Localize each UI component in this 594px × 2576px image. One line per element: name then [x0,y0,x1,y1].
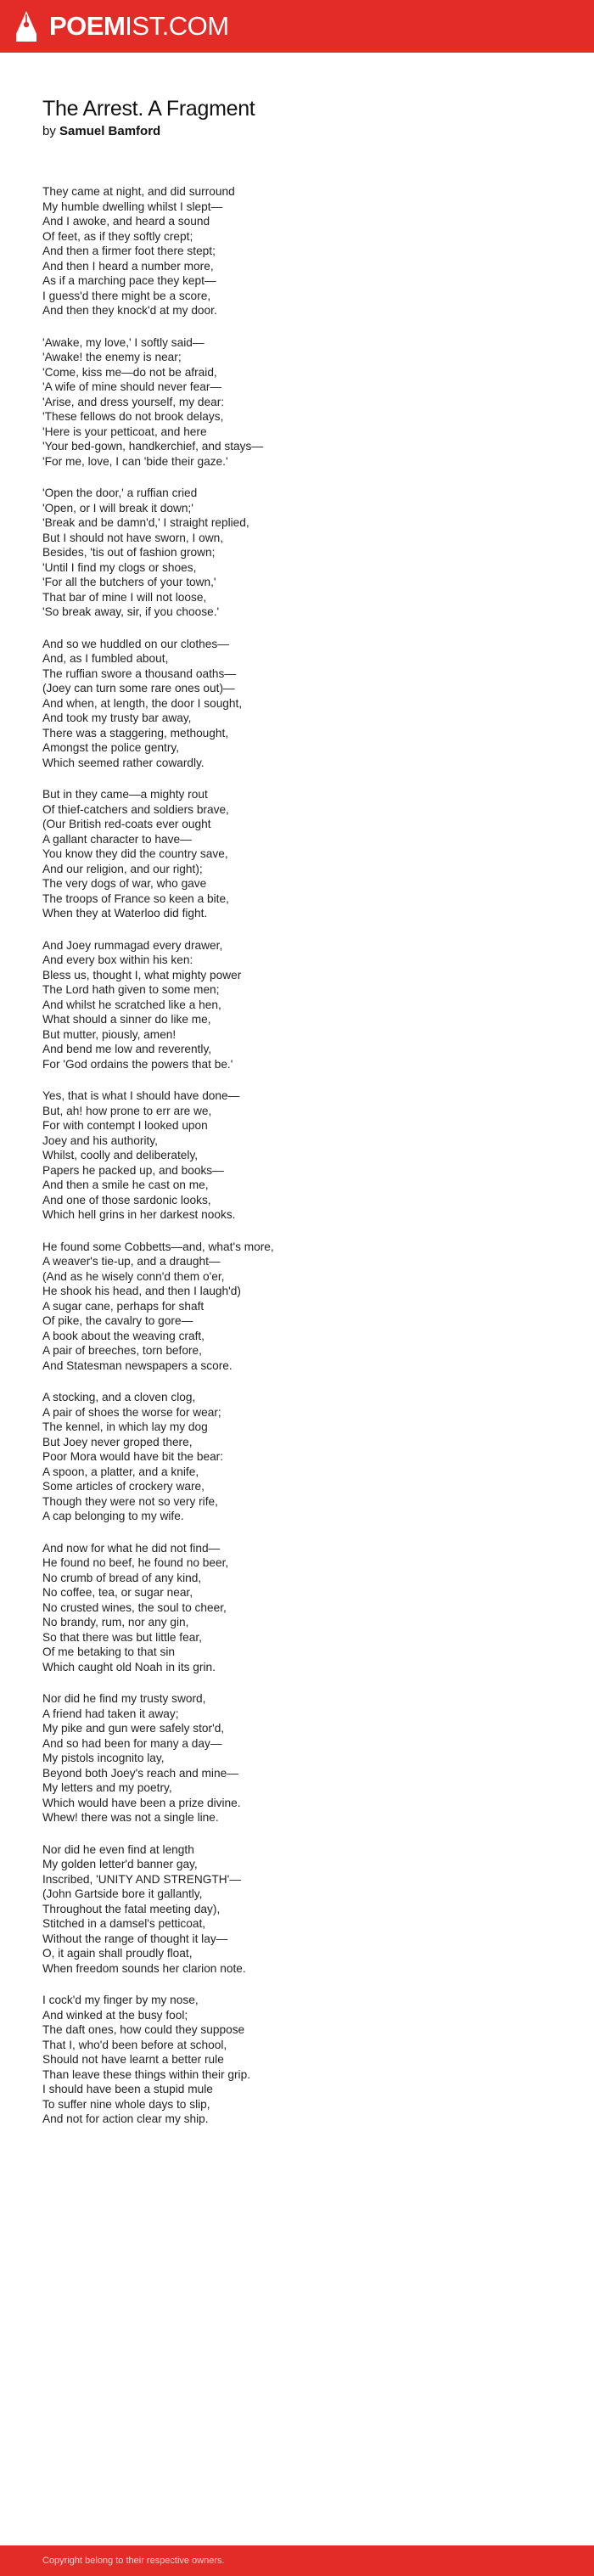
poem-line: Than leave these things within their grip. [42,2067,250,2081]
poem-line: Bless us, thought I, what mighty power [42,968,242,981]
poem-line: Of pike, the cavalry to gore— [42,1314,193,1327]
poem-line: Nor did he find my trusty sword, [42,1692,206,1705]
poem-line: Yes, that is what I should have done— [42,1089,240,1102]
logo-light-text: IST.COM [125,11,229,41]
poem-line: And our religion, and our right); [42,862,203,875]
poem-line: My pike and gun were safely stor'd, [42,1722,225,1735]
poem-line: A pair of breeches, torn before, [42,1344,202,1357]
stanza [42,1691,552,1825]
poem-line: (And as he wisely conn'd them o'er, [42,1269,225,1283]
stanza [42,1842,552,1977]
logo-bold-text: POEM [49,11,126,41]
by-label: by [42,124,56,138]
poem-line: (Our British red-coats ever ought [42,818,211,830]
poem-line: That I, who'd been before at school, [42,2038,227,2051]
poem-line: The very dogs of war, who gave [42,877,207,890]
poem-line: Which hell grins in her darkest nooks. [42,1208,236,1221]
poem-line: Inscribed, 'UNITY AND STRENGTH'— [42,1872,241,1886]
poem-line: 'Here is your petticoat, and here [42,425,207,438]
poem-line: So that there was but little fear, [42,1630,202,1644]
poem-line: But Joey never groped there, [42,1435,193,1448]
stanza [42,637,552,771]
poem-line: The troops of France so keen a bite, [42,891,229,905]
poem-line: A cap belonging to my wife. [42,1510,184,1522]
poem-line: And winked at the busy fool; [42,2008,188,2022]
poem-line: And I awoke, and heard a sound [42,215,210,228]
stanza [42,787,552,921]
poem-line: And so had been for many a day— [42,1736,222,1750]
poem-line: A stocking, and a cloven clog, [42,1391,196,1403]
poem-line: 'A wife of mine should never fear— [42,380,222,393]
poem-line: What should a sinner do like me, [42,1013,211,1026]
poem-line: Without the range of thought it lay— [42,1932,228,1945]
poem-line: And one of those sardonic looks, [42,1193,211,1206]
poem-line: Which seemed rather cowardly. [42,756,205,769]
poem-line: He found no beef, he found no beer, [42,1556,229,1569]
poem-line: And whilst he scratched like a hen, [42,998,221,1011]
poem-heading [42,95,552,141]
poem-body [42,184,552,2144]
poem-line: And bend me low and reverently, [42,1043,212,1055]
poem-line: 'Open the door,' a ruffian cried [42,487,198,499]
poem-line: He found some Cobbetts—and, what's more, [42,1240,274,1253]
site-logo-text [49,10,229,42]
poem-line: The Lord hath given to some men; [42,983,220,996]
poem-line: But, ah! how prone to err are we, [42,1104,212,1117]
poem-line: No coffee, tea, or sugar near, [42,1586,193,1599]
poem-line: To suffer nine whole days to slip, [42,2097,210,2111]
poem-line: No crusted wines, the soul to cheer, [42,1600,227,1614]
stanza [42,938,552,1072]
poem-line: A book about the weaving craft, [42,1329,205,1342]
poem-line: 'Until I find my clogs or shoes, [42,560,197,574]
poem-line: The daft ones, how could they suppose [42,2023,245,2036]
poem-line: When freedom sounds her clarion note. [42,1961,246,1975]
poem-line: 'Awake! the enemy is near; [42,351,182,363]
poem-line: Joey and his authority, [42,1133,158,1147]
poem-line: But I should not have sworn, I own, [42,531,224,544]
poem-line: And every box within his ken: [42,953,193,966]
poem-line: But in they came—a mighty rout [42,788,208,801]
poem-line: No crumb of bread of any kind, [42,1571,202,1584]
poem-line: And so we huddled on our clothes— [42,637,229,650]
poem-line: Poor Mora would have bit the bear: [42,1450,224,1463]
poem-line: And then I heard a number more, [42,259,214,273]
poem-line: You know they did the country save, [42,847,228,860]
poem-line: Throughout the fatal meeting day), [42,1902,221,1915]
stanza [42,1541,552,1675]
poem-line: 'For me, love, I can 'bide their gaze.' [42,454,228,468]
stanza [42,486,552,620]
poem-line: And not for action clear my ship. [42,2112,209,2125]
poem-line: Whew! there was not a single line. [42,1811,219,1824]
poem-line: O, it again shall proudly float, [42,1947,193,1960]
poem-line: The ruffian swore a thousand oaths— [42,666,237,680]
poem-line: But mutter, piously, amen! [42,1027,177,1041]
poem-line: Amongst the police gentry, [42,741,180,754]
poem-line: Besides, 'tis out of fashion grown; [42,546,216,559]
poem-title: The Arrest. A Fragment [42,97,255,121]
poem-line: Whilst, coolly and deliberately, [42,1149,199,1161]
poem-line: And when, at length, the door I sought, [42,696,243,710]
poem-line: 'So break away, sir, if you choose.' [42,605,220,618]
poem-line: Nor did he even find at length [42,1842,194,1856]
poem-line: Of feet, as if they softly crept; [42,229,193,243]
stanza [42,1088,552,1223]
poem-line: And now for what he did not find— [42,1541,221,1555]
poem-line: And Statesman newspapers a score. [42,1358,233,1372]
poem-line: Of thief-catchers and soldiers brave, [42,802,229,816]
poem-line: A spoon, a platter, and a knife, [42,1465,199,1478]
poem-line: And then they knock'd at my door. [42,304,217,317]
poem-line: A weaver's tie-up, and a draught— [42,1255,221,1268]
poem-line: He shook his head, and then I laugh'd) [42,1285,241,1297]
poem-line: My golden letter'd banner gay, [42,1858,198,1870]
poem-line: A sugar cane, perhaps for shaft [42,1299,205,1313]
poem-line: 'These fellows do not brook delays, [42,410,224,423]
poem-line: My humble dwelling whilst I slept— [42,200,223,213]
poem-line: 'Awake, my love,' I softly said— [42,335,205,349]
poem-line: And took my trusty bar away, [42,711,192,724]
poem-line: (John Gartside bore it gallantly, [42,1887,203,1900]
poem-line: When they at Waterloo did fight. [42,907,208,920]
poem-line: 'Arise, and dress yourself, my dear: [42,395,225,408]
poem-line: There was a staggering, methought, [42,726,229,740]
poem-line: And Joey rummagad every drawer, [42,938,223,952]
poem-line: For with contempt I looked upon [42,1119,208,1132]
poem-line: I should have been a stupid mule [42,2083,213,2095]
poem-line: Papers he packed up, and books— [42,1163,224,1177]
poem-line: They came at night, and did surround [42,185,235,198]
poem-line: 'Break and be damn'd,' I straight replied, [42,516,249,529]
pen-nib-icon [15,10,37,42]
poem-line: For 'God ordains the powers that be.' [42,1057,233,1071]
poem-line: As if a marching pace they kept— [42,274,216,287]
poem-line: And, as I fumbled about, [42,652,169,665]
stanza [42,1993,552,2127]
byline [42,122,552,141]
site-footer [0,2545,594,2576]
poem-line: I guess'd there might be a score, [42,289,211,302]
poem-line: A gallant character to have— [42,832,192,846]
poem-line: A friend had taken it away; [42,1707,179,1720]
poem-line: And then a smile he cast on me, [42,1178,209,1191]
poem-line: Which caught old Noah in its grin. [42,1660,216,1673]
stanza [42,1390,552,1524]
stanza [42,184,552,318]
poem-line: 'Come, kiss me—do not be afraid, [42,365,217,379]
poem-line: My letters and my poetry, [42,1781,172,1794]
poem-line: Of me betaking to that sin [42,1645,175,1658]
poem-line: Which would have been a prize divine. [42,1796,241,1809]
poem-line: I cock'd my finger by my nose, [42,1994,199,2006]
poem-line: That bar of mine I will not loose, [42,590,207,604]
poem-line: The kennel, in which lay my dog [42,1420,208,1433]
poem-line: Should not have learnt a better rule [42,2053,224,2066]
poem-line: Beyond both Joey's reach and mine— [42,1766,238,1780]
poem-line: Stitched in a damsel's petticoat, [42,1917,206,1930]
poem-line: (Joey can turn some rare ones out)— [42,682,235,695]
stanza [42,1240,552,1374]
poem-line: Some articles of crockery ware, [42,1480,205,1493]
author-link[interactable]: Samuel Bamford [59,124,161,138]
poem-line: 'Your bed-gown, handkerchief, and stays— [42,440,264,453]
site-logo-link[interactable] [15,10,229,42]
poem-line: My pistols incognito lay, [42,1752,165,1764]
stanza [42,335,552,470]
poem-line: And then a firmer foot there stept; [42,245,216,257]
poem-line: No brandy, rum, nor any gin, [42,1616,189,1628]
poem-line: A pair of shoes the worse for wear; [42,1405,221,1419]
copyright-text: Copyright belong to their respective owners. [42,2556,225,2566]
poem-line: 'For all the butchers of your town,' [42,576,216,588]
poem-line: 'Open, or I will break it down;' [42,501,193,515]
poem-line: Though they were not so very rife, [42,1494,218,1508]
site-header [0,0,594,53]
